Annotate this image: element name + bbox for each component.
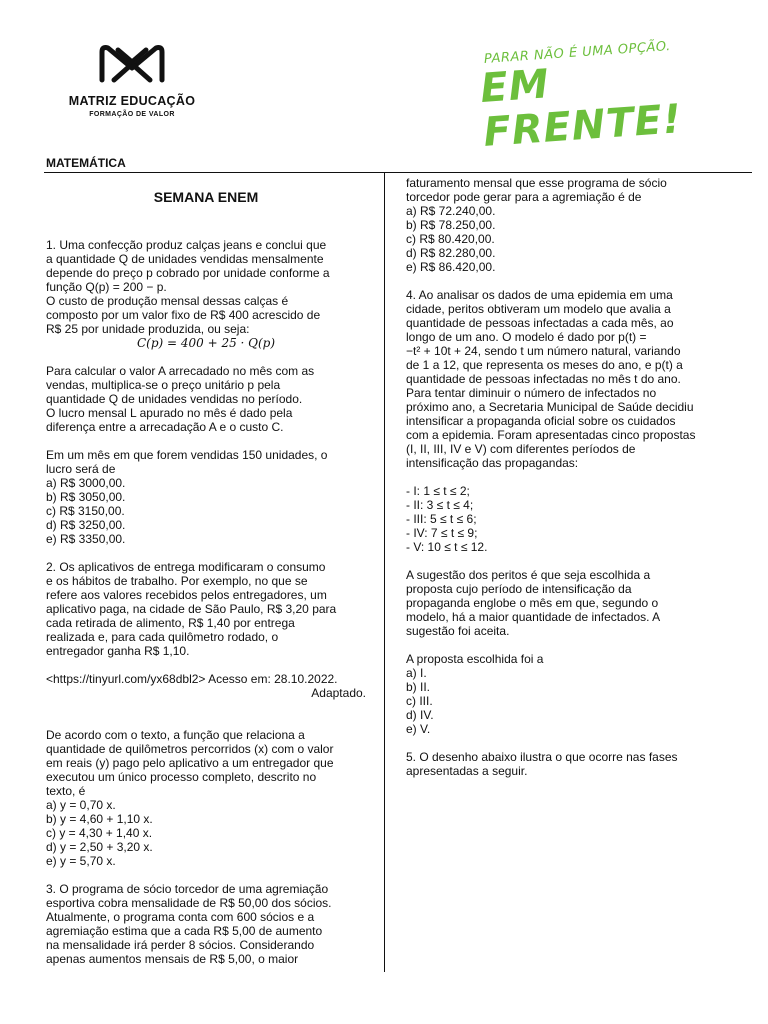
left-column [46, 186, 366, 966]
option: d) R$ 82.280,00. [406, 246, 496, 260]
option: e) R$ 3350,00. [46, 532, 126, 546]
period-item: - I: 1 ≤ t ≤ 2; [406, 484, 470, 498]
text-line: Atualmente, o programa conta com 600 sócios e a [46, 910, 315, 924]
option: e) y = 5,70 x. [46, 854, 116, 868]
text-line: cidade, peritos obtiveram um modelo que avalia a [406, 302, 671, 316]
text-line: (I, II, III, IV e V) com diferentes períodos de [406, 442, 636, 456]
text-line: com a epidemia. Foram apresentadas cinco propostas [406, 428, 696, 442]
text-line: de 1 a 12, que representa os meses do ano, e p(t) a [406, 358, 683, 372]
option: a) R$ 3000,00. [46, 476, 126, 490]
brand-logo [62, 40, 202, 118]
text-line: esportiva cobra mensalidade de R$ 50,00 dos sócios. [46, 896, 332, 910]
slogan [478, 38, 722, 156]
text-line: depende do preço p cobrado por unidade conforme a [46, 266, 330, 280]
text-line: Para tentar diminuir o número de infectados no [406, 386, 657, 400]
option: e) R$ 86.420,00. [406, 260, 496, 274]
question-3 [46, 882, 366, 966]
text-line: 2. Os aplicativos de entrega modificaram o consumo [46, 560, 326, 574]
question-4 [406, 288, 716, 736]
source-note: Adaptado. [311, 686, 366, 700]
option: d) y = 2,50 + 3,20 x. [46, 840, 153, 854]
text-line: função Q(p) = 200 − p. [46, 280, 167, 294]
brand-subtitle: FORMAÇÃO DE VALOR [89, 111, 175, 118]
text-line: refere aos valores recebidos pelos entregadores, um [46, 588, 327, 602]
text-line: aplicativo paga, na cidade de São Paulo, R$ 3,20 para [46, 602, 337, 616]
text-line: O lucro mensal L apurado no mês é dado pela [46, 406, 293, 420]
question-1 [46, 238, 366, 546]
question-2 [46, 560, 366, 868]
option: b) II. [406, 680, 431, 694]
text-line: A proposta escolhida foi a [406, 652, 544, 666]
text-line: quantidade de pessoas infectadas a cada mês, ao [406, 316, 674, 330]
option: a) y = 0,70 x. [46, 798, 116, 812]
text-line: Em um mês em que forem vendidas 150 unidades, o [46, 448, 328, 462]
text-line: texto, é [46, 784, 86, 798]
text-line: realizada e, para cada quilômetro rodado, o [46, 630, 279, 644]
text-line: Para calcular o valor A arrecadado no mês com as [46, 364, 315, 378]
source-link[interactable]: <https://tinyurl.com/yx68dbl2> Acesso em: 28.10.2022. [46, 672, 338, 686]
text-line: vendas, multiplica-se o preço unitário p pela [46, 378, 281, 392]
slogan-big: EM FRENTE! [478, 61, 684, 156]
text-line: executou um único processo completo, descrito no [46, 770, 317, 784]
text-line: 3. O programa de sócio torcedor de uma agremiação [46, 882, 329, 896]
cost-formula: C(p) = 400 + 25 · Q(p) [136, 336, 276, 350]
question-3-continued [406, 176, 716, 274]
text-line: a quantidade Q de unidades vendidas mensalmente [46, 252, 324, 266]
text-line: apresentadas a seguir. [406, 764, 528, 778]
option: c) R$ 80.420,00. [406, 232, 495, 246]
text-line: quantidade de pessoas infectadas no mês t do ano. [406, 372, 681, 386]
matriz-logo-icon [96, 40, 168, 88]
text-line: R$ 25 por unidade produzida, ou seja: [46, 322, 250, 336]
text-line: longo de um ano. O modelo é dado por p(t) = [406, 330, 647, 344]
text-line: −t² + 10t + 24, sendo t um número natural, variando [406, 344, 681, 358]
period-item: - III: 5 ≤ t ≤ 6; [406, 512, 477, 526]
text-line: A sugestão dos peritos é que seja escolhida a [406, 568, 651, 582]
column-divider [384, 172, 385, 972]
option: a) R$ 72.240,00. [406, 204, 496, 218]
text-line: 4. Ao analisar os dados de uma epidemia em uma [406, 288, 673, 302]
text-line: propaganda englobe o mês em que, segundo o [406, 596, 659, 610]
text-line: quantidade de quilômetros percorridos (x) com o valor [46, 742, 334, 756]
text-line: cada retirada de alimento, R$ 1,40 por entrega [46, 616, 295, 630]
text-line: 5. O desenho abaixo ilustra o que ocorre nas fases [406, 750, 678, 764]
text-line: e os hábitos de trabalho. Por exemplo, no que se [46, 574, 308, 588]
option: c) R$ 3150,00. [46, 504, 125, 518]
question-5 [406, 750, 716, 778]
text-line: De acordo com o texto, a função que relaciona a [46, 728, 305, 742]
period-item: - IV: 7 ≤ t ≤ 9; [406, 526, 478, 540]
text-line: lucro será de [46, 462, 116, 476]
option: b) R$ 78.250,00. [406, 218, 496, 232]
text-line: intensificar a propaganda oficial sobre os cuidados [406, 414, 676, 428]
text-line: O custo de produção mensal dessas calças é [46, 294, 289, 308]
option: b) y = 4,60 + 1,10 x. [46, 812, 153, 826]
header-rule [44, 172, 752, 173]
option: c) y = 4,30 + 1,40 x. [46, 826, 153, 840]
text-line: na mensalidade irá perder 8 sócios. Considerando [46, 938, 315, 952]
text-line: torcedor pode gerar para a agremiação é de [406, 190, 642, 204]
text-line: em reais (y) pago pelo aplicativo a um entregador que [46, 756, 334, 770]
slogan-small: PARAR NÃO É UMA OPÇÃO. [483, 38, 672, 67]
option: b) R$ 3050,00. [46, 490, 126, 504]
text-line: diferença entre a arrecadação A e o custo C. [46, 420, 284, 434]
option: c) III. [406, 694, 433, 708]
text-line: composto por um valor fixo de R$ 400 acrescido de [46, 308, 321, 322]
right-column [406, 176, 716, 778]
text-line: apenas aumentos mensais de R$ 5,00, o maior [46, 952, 299, 966]
text-line: agremiação estima que a cada R$ 5,00 de aumento [46, 924, 323, 938]
period-item: - V: 10 ≤ t ≤ 12. [406, 540, 488, 554]
text-line: proposta cujo período de intensificação da [406, 582, 632, 596]
subject-label: MATEMÁTICA [46, 156, 126, 170]
text-line: intensificação das propagandas: [406, 456, 579, 470]
option: d) R$ 3250,00. [46, 518, 126, 532]
option: a) I. [406, 666, 427, 680]
text-line: sugestão foi aceita. [406, 624, 510, 638]
text-line: quantidade Q de unidades vendidas no período. [46, 392, 303, 406]
text-line: próximo ano, a Secretaria Municipal de Saúde decidiu [406, 400, 694, 414]
option: e) V. [406, 722, 431, 736]
brand-title: MATRIZ EDUCAÇÃO [68, 94, 196, 108]
text-line: modelo, há a maior quantidade de infectados. A [406, 610, 661, 624]
text-line: faturamento mensal que esse programa de sócio [406, 176, 667, 190]
period-item: - II: 3 ≤ t ≤ 4; [406, 498, 474, 512]
option: d) IV. [406, 708, 434, 722]
text-line: 1. Uma confecção produz calças jeans e conclui que [46, 238, 327, 252]
week-title: SEMANA ENEM [153, 189, 259, 205]
text-line: entregador ganha R$ 1,10. [46, 644, 190, 658]
